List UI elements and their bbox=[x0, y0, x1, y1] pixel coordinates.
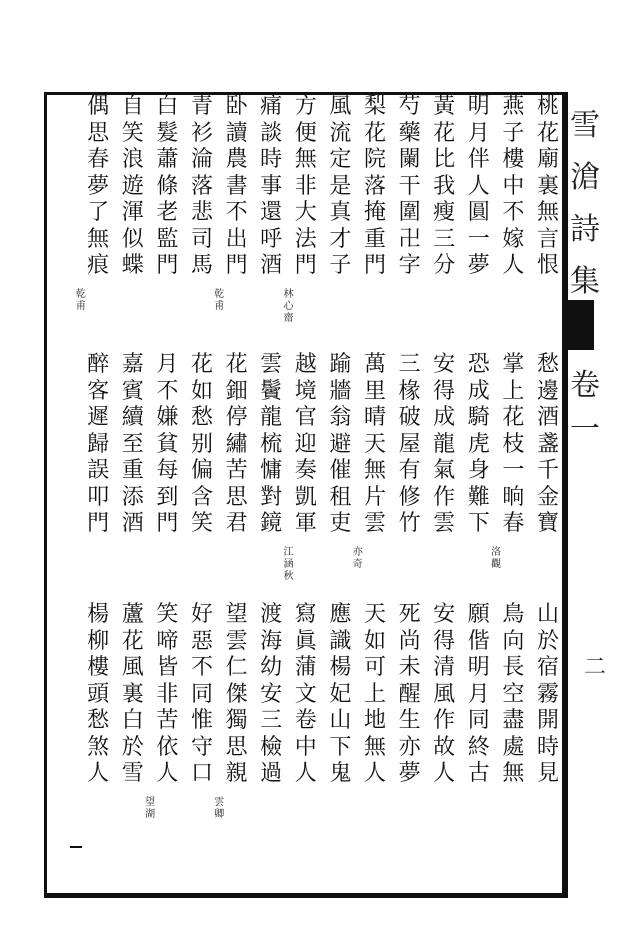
author-note: 雲 卿 bbox=[214, 797, 225, 820]
author-note: 乾 甫 bbox=[75, 289, 86, 312]
poem-line: 掌 上 花 枝 一 晌 春 bbox=[502, 352, 525, 536]
poem-line: 梨 花 院 落 掩 重 門 bbox=[363, 94, 386, 278]
author-note: 乾 甫 bbox=[214, 289, 225, 312]
spine-volume: 卷一 bbox=[570, 368, 600, 447]
poem-line: 安 得 成 龍 氣 作 雲 bbox=[433, 352, 456, 536]
poem-line: 望 雲 仁 傑 獨 思 親 bbox=[225, 602, 248, 786]
poem-line: 嘉 賓 續 至 重 添 酒 bbox=[121, 352, 144, 536]
author-note: 林 心 齋 bbox=[283, 289, 294, 324]
poem-line: 月 不 嫌 貧 每 到 門 bbox=[156, 352, 179, 536]
poem-line: 三 椽 破 屋 有 修 竹 bbox=[398, 352, 421, 536]
poem-line: 醉 客 遲 歸 誤 叩 門 bbox=[87, 352, 110, 536]
poem-line: 痛 談 時 事 還 呼 酒 bbox=[260, 94, 283, 278]
poem-line: 好 惡 不 同 惟 守 口 bbox=[190, 602, 213, 786]
author-note: 亦 奇 bbox=[352, 547, 363, 570]
poem-line: 越 境 官 迎 奏 凱 軍 bbox=[294, 352, 317, 536]
poem-line: 寫 眞 蒲 文 卷 中 人 bbox=[294, 602, 317, 786]
poem-line: 青 衫 淪 落 悲 司 馬 bbox=[190, 94, 213, 278]
spine-char: 滄 bbox=[570, 160, 600, 195]
spine-char: 詩 bbox=[570, 212, 600, 247]
poem-line: 應 識 楊 妃 山 下 鬼 bbox=[329, 602, 352, 786]
spine-char: 集 bbox=[570, 264, 600, 299]
poem-line: 蘆 花 風 裏 白 於 雪 bbox=[121, 602, 144, 786]
poem-line: 山 於 宿 霧 開 時 見 bbox=[536, 602, 559, 786]
poem-line: 鳥 向 長 空 盡 處 無 bbox=[502, 602, 525, 786]
frame-bottom-rule bbox=[44, 893, 568, 897]
author-note: 江 涵 秋 bbox=[283, 547, 294, 582]
poem-line: 雲 鬢 龍 梳 慵 對 鏡 bbox=[260, 352, 283, 536]
poem-line: 花 鈿 停 繡 苦 思 君 bbox=[225, 352, 248, 536]
poem-line: 安 得 清 風 作 故 人 bbox=[433, 602, 456, 786]
poem-line: 笑 啼 皆 非 苦 依 人 bbox=[156, 602, 179, 786]
poem-line: 恐 成 騎 虎 身 難 下 bbox=[467, 352, 490, 536]
poem-line: 黃 花 比 我 瘦 三 分 bbox=[433, 94, 456, 278]
poem-line: 願 偕 明 月 同 終 古 bbox=[467, 602, 490, 786]
poem-line: 白 髮 蕭 條 老 監 門 bbox=[156, 94, 179, 278]
poem-line: 燕 子 樓 中 不 嫁 人 bbox=[502, 94, 525, 278]
author-note: 洛 觀 bbox=[491, 547, 502, 570]
poem-line: 花 如 愁 别 偏 含 笑 bbox=[190, 352, 213, 536]
poem-line: 桃 花 廟 裏 無 言 恨 bbox=[536, 94, 559, 278]
poem-line: 渡 海 幼 安 三 檢 過 bbox=[260, 602, 283, 786]
poem-line: 芍 藥 闌 干 圍 卍 字 bbox=[398, 94, 421, 278]
spine-rule bbox=[562, 92, 566, 898]
poem-line: 方 便 無 非 大 法 門 bbox=[294, 94, 317, 278]
poem-line: 明 月 伴 人 圓 一 夢 bbox=[467, 94, 490, 278]
spine-title bbox=[570, 100, 600, 308]
spine-page-number: 二 bbox=[584, 655, 607, 680]
poem-line: 偶 思 春 夢 了 無 痕 bbox=[87, 94, 110, 278]
poem-line: 楊 柳 樓 頭 愁 煞 人 bbox=[87, 602, 110, 786]
spine-char: 雪 bbox=[570, 108, 600, 143]
poem-line: 死 尚 未 醒 生 亦 夢 bbox=[398, 602, 421, 786]
poem-line: 卧 讀 農 書 不 出 門 bbox=[225, 94, 248, 278]
end-mark bbox=[70, 846, 82, 848]
poem-line: 風 流 定 是 真 才 子 bbox=[329, 94, 352, 278]
poem-line: 自 笑 浪 遊 渾 似 蝶 bbox=[121, 94, 144, 278]
poem-line: 踰 牆 翁 避 催 租 吏 bbox=[329, 352, 352, 536]
author-note: 望 湖 bbox=[145, 797, 156, 820]
poem-line: 愁 邊 酒 盞 千 金 寶 bbox=[536, 352, 559, 536]
poem-line: 天 如 可 上 地 無 人 bbox=[363, 602, 386, 786]
poem-line: 萬 里 晴 天 無 片 雲 bbox=[363, 352, 386, 536]
